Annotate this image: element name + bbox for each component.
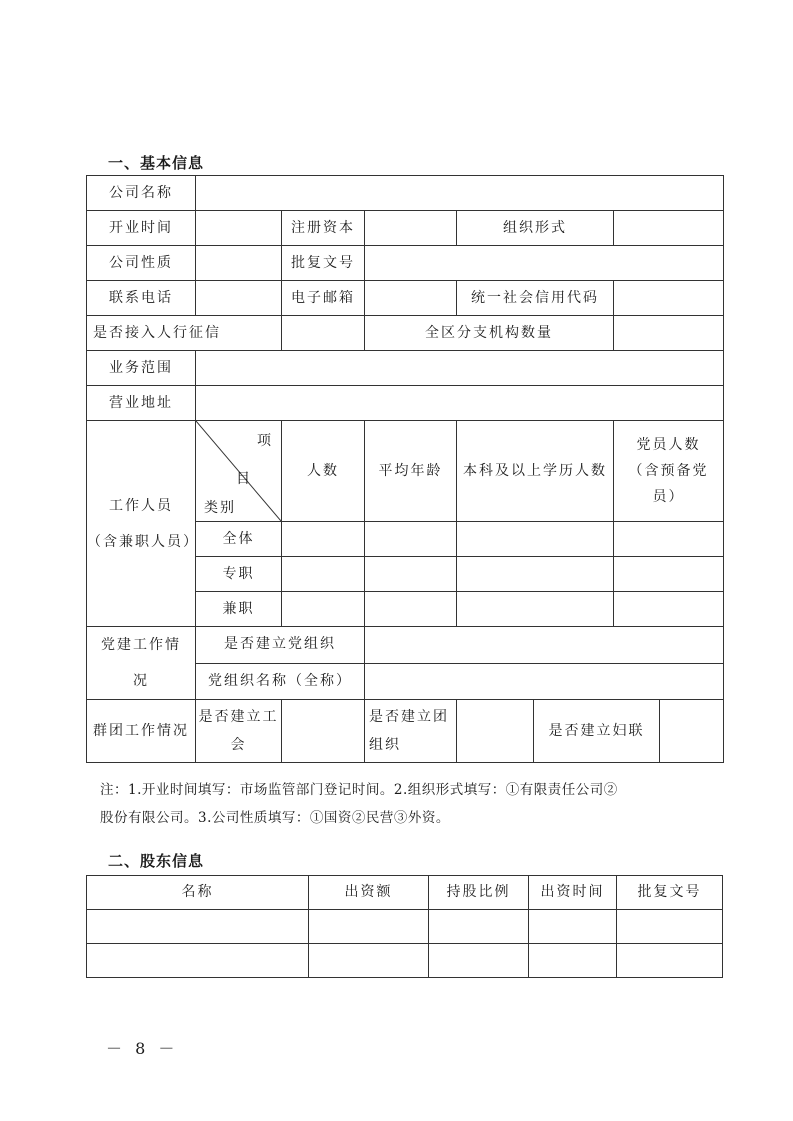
table-row <box>87 910 723 944</box>
label-approval-no: 批复文号 <box>282 246 365 281</box>
header-capital-time: 出资时间 <box>529 876 617 910</box>
union-field[interactable] <box>282 700 365 763</box>
diag-item-label: 项 <box>257 433 273 449</box>
label-business-scope: 业务范围 <box>87 351 196 386</box>
header-capital: 出资额 <box>309 876 429 910</box>
label-company-nature: 公司性质 <box>87 246 196 281</box>
note-line2: 股份有限公司。3.公司性质填写：①国资②民营③外资。 <box>100 810 450 826</box>
full-count-field[interactable] <box>282 557 365 592</box>
label-union <box>196 700 282 763</box>
party-work-line1: 党建工作情 <box>101 637 181 653</box>
label-company-name: 公司名称 <box>87 176 196 211</box>
section-title-basic-info: 一、基本信息 <box>108 154 205 172</box>
header-party-members <box>614 421 724 522</box>
org-form-field[interactable] <box>614 211 724 246</box>
label-open-time: 开业时间 <box>87 211 196 246</box>
party-header-line1: 党员人数 <box>636 437 701 453</box>
diagonal-header-cell <box>196 421 282 522</box>
all-party-field[interactable] <box>614 522 724 557</box>
open-time-field[interactable] <box>196 211 282 246</box>
table-row <box>87 944 723 978</box>
shareholder-approval-field[interactable] <box>617 910 723 944</box>
label-league <box>365 700 457 763</box>
diag-mu-label: 目 <box>236 471 252 487</box>
shareholder-ratio-field[interactable] <box>429 944 529 978</box>
women-fed-label: 是否建立妇联 <box>548 722 645 739</box>
label-staff <box>87 421 199 627</box>
league-field[interactable] <box>457 700 534 763</box>
shareholder-approval-field[interactable] <box>617 944 723 978</box>
label-party-org-built: 是否建立党组织 <box>196 627 365 664</box>
full-age-field[interactable] <box>365 557 457 592</box>
row-label-part: 兼职 <box>196 592 282 627</box>
credit-code-field[interactable] <box>614 281 724 316</box>
union-line2: 会 <box>230 737 247 753</box>
all-age-field[interactable] <box>365 522 457 557</box>
company-name-field[interactable] <box>196 176 724 211</box>
page-number: － 8 － <box>106 1039 179 1058</box>
row-label-full: 专职 <box>196 557 282 592</box>
approval-no-field[interactable] <box>365 246 724 281</box>
shareholder-name-field[interactable] <box>87 944 309 978</box>
shareholder-capital-field[interactable] <box>309 944 429 978</box>
header-avg-age: 平均年龄 <box>365 421 457 522</box>
email-field[interactable] <box>365 281 457 316</box>
reg-capital-field[interactable] <box>365 211 457 246</box>
shareholder-time-field[interactable] <box>529 910 617 944</box>
label-party-work <box>87 627 196 700</box>
header-name: 名称 <box>87 876 309 910</box>
label-women-fed <box>534 700 724 763</box>
header-degree: 本科及以上学历人数 <box>457 421 614 522</box>
league-line2: 组织 <box>369 737 401 753</box>
label-org-form: 组织形式 <box>457 211 614 246</box>
part-party-field[interactable] <box>614 592 724 627</box>
full-degree-field[interactable] <box>457 557 614 592</box>
full-party-field[interactable] <box>614 557 724 592</box>
party-header-line3: 员） <box>652 489 685 505</box>
label-branch-count: 全区分支机构数量 <box>365 316 614 351</box>
label-email: 电子邮箱 <box>282 281 365 316</box>
table-note <box>100 776 740 832</box>
header-share-ratio: 持股比例 <box>429 876 529 910</box>
label-credit-code: 统一社会信用代码 <box>457 281 614 316</box>
label-mass-work: 群团工作情况 <box>87 700 196 763</box>
label-reg-capital: 注册资本 <box>282 211 365 246</box>
staff-label-line2: （含兼职人员） <box>87 533 199 550</box>
label-business-address: 营业地址 <box>87 386 196 421</box>
label-party-org-name: 党组织名称（全称） <box>196 663 365 700</box>
union-line1: 是否建立工 <box>198 709 279 725</box>
company-nature-field[interactable] <box>196 246 282 281</box>
header-count: 人数 <box>282 421 365 522</box>
women-fed-field[interactable] <box>659 700 723 762</box>
diag-category-label: 类别 <box>204 500 236 517</box>
party-org-built-field[interactable] <box>365 627 724 664</box>
section-title-shareholder-info: 二、股东信息 <box>108 852 205 870</box>
shareholder-table <box>86 875 723 978</box>
party-org-name-field[interactable] <box>365 663 724 700</box>
all-count-field[interactable] <box>282 522 365 557</box>
basic-info-table <box>86 175 724 763</box>
credit-access-field[interactable] <box>282 316 365 351</box>
part-degree-field[interactable] <box>457 592 614 627</box>
business-scope-field[interactable] <box>196 351 724 386</box>
party-header-line2: （含预备党 <box>628 463 709 479</box>
shareholder-capital-field[interactable] <box>309 910 429 944</box>
note-line1: 注：1.开业时间填写：市场监管部门登记时间。2.组织形式填写：①有限责任公司② <box>100 782 618 798</box>
shareholder-ratio-field[interactable] <box>429 910 529 944</box>
phone-field[interactable] <box>196 281 282 316</box>
all-degree-field[interactable] <box>457 522 614 557</box>
header-approval-no: 批复文号 <box>617 876 723 910</box>
league-line1: 是否建立团 <box>369 709 449 725</box>
business-address-field[interactable] <box>196 386 724 421</box>
part-age-field[interactable] <box>365 592 457 627</box>
label-phone: 联系电话 <box>87 281 196 316</box>
shareholder-name-field[interactable] <box>87 910 309 944</box>
part-count-field[interactable] <box>282 592 365 627</box>
row-label-all: 全体 <box>196 522 282 557</box>
party-work-line2: 况 <box>133 673 149 689</box>
staff-label-line1: 工作人员 <box>109 497 173 514</box>
label-credit-access: 是否接入人行征信 <box>87 316 282 351</box>
shareholder-time-field[interactable] <box>529 944 617 978</box>
branch-count-field[interactable] <box>614 316 724 351</box>
